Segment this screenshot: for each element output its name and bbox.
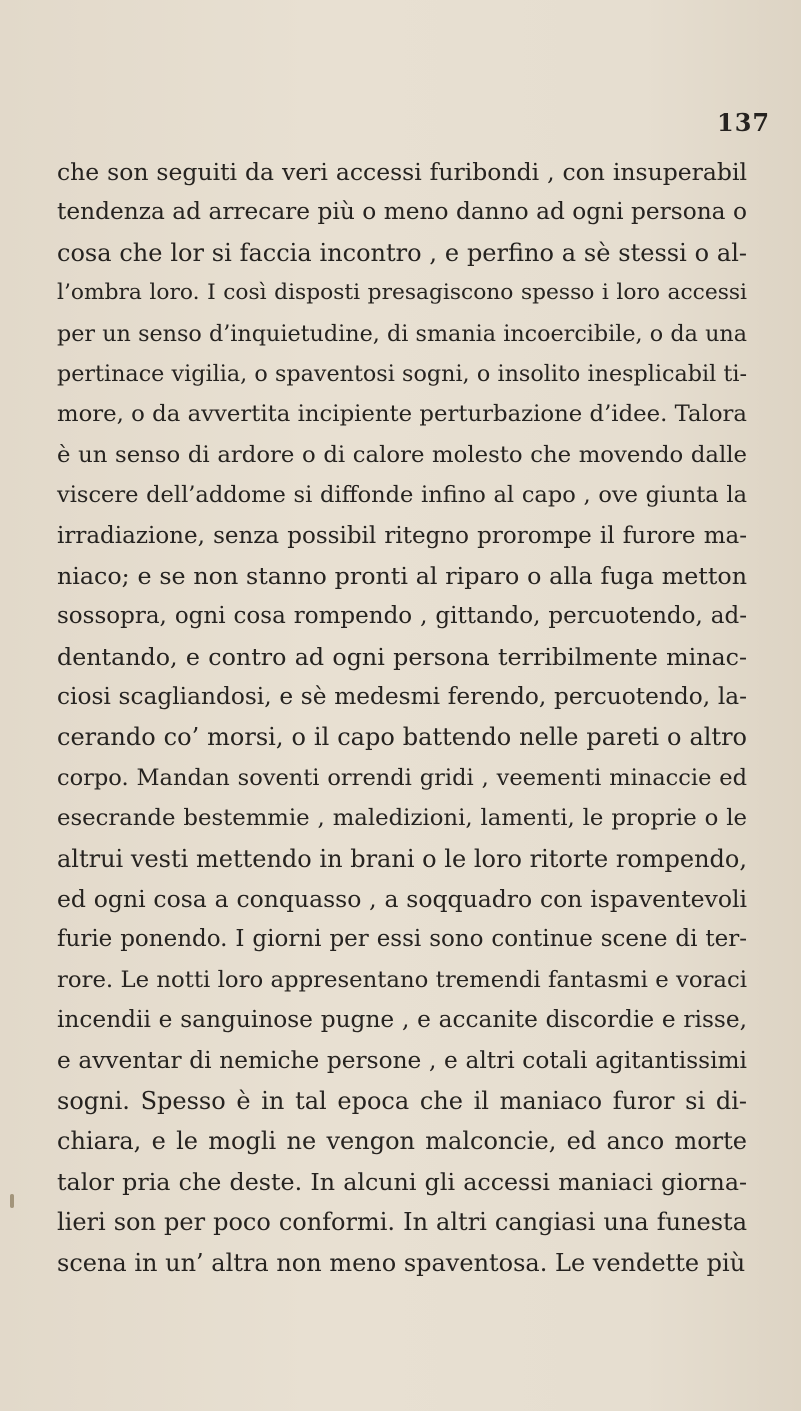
text-line: e avventar di nemiche persone , e altri cotali agitantissimi [57,1046,747,1074]
text-line: sogni. Spesso è in tal epoca che il maniaco furor si di- [57,1086,747,1115]
text-line: more, o da avvertita incipiente perturbazione d’idee. Talora [57,401,747,428]
text-line: rore. Le notti loro appresentano tremendi fantasmi e voraci [57,966,747,993]
text-line: lieri son per poco conformi. In altri cangiasi una funesta [57,1208,747,1237]
text-line: ed ogni cosa a conquasso , a soqquadro con ispaventevoli [57,885,747,914]
text-line: che son seguiti da veri accessi furibondi , con insuperabil [57,158,747,186]
text-line: l’ombra loro. I così disposti presagiscono spesso i loro accessi [57,280,747,306]
text-line: sossopra, ogni cosa rompendo , gittando, percuotendo, ad- [57,603,747,630]
text-line: viscere dell’addome si diffonde infino al capo , ove giunta la [57,482,747,509]
page-number: 137 [717,108,771,137]
text-line: ciosi scagliandosi, e sè medesmi ferendo, percuotendo, la- [57,683,747,711]
text-line: cosa che lor si faccia incontro , e perfino a sè stessi o al- [57,238,747,267]
text-line: altrui vesti mettendo in brani o le loro ritorte rompendo, [57,844,747,873]
text-line: scena in un’ altra non meno spaventosa. Le vendette più [57,1248,746,1277]
text-line: esecrande bestemmie , maledizioni, lamenti, le proprie o le [57,805,747,832]
text-line: corpo. Mandan soventi orrendi gridi , veementi minaccie ed [57,764,747,791]
text-line: chiara, e le mogli ne vengon malconcie, ed anco morte [57,1127,747,1156]
text-line: tendenza ad arrecare più o meno danno ad ogni persona o [57,198,747,226]
text-line: cerando co’ morsi, o il capo battendo nelle pareti o altro [57,723,747,752]
text-line: irradiazione, senza possibil ritegno prorompe il furore ma- [57,522,747,549]
text-line: incendii e sanguinose pugne , e accanite discordie e risse, [57,1006,747,1034]
text-line: pertinace vigilia, o spaventosi sogni, o insolito inesplicabil ti- [57,360,747,387]
body-text [57,152,747,1283]
text-line: niaco; e se non stanno pronti al riparo o alla fuga metton [57,561,747,590]
text-line: talor pria che deste. In alcuni gli accessi maniaci giorna- [57,1167,747,1196]
text-line: per un senso d’inquietudine, di smania incoercibile, o da una [57,320,747,347]
text-line: è un senso di ardore o di calore molesto che movendo dalle [57,441,747,468]
text-line: furie ponendo. I giorni per essi sono continue scene di ter- [57,926,747,953]
text-line: dentando, e contro ad ogni persona terribilmente minac- [57,642,747,671]
paper-speck [10,1194,14,1208]
